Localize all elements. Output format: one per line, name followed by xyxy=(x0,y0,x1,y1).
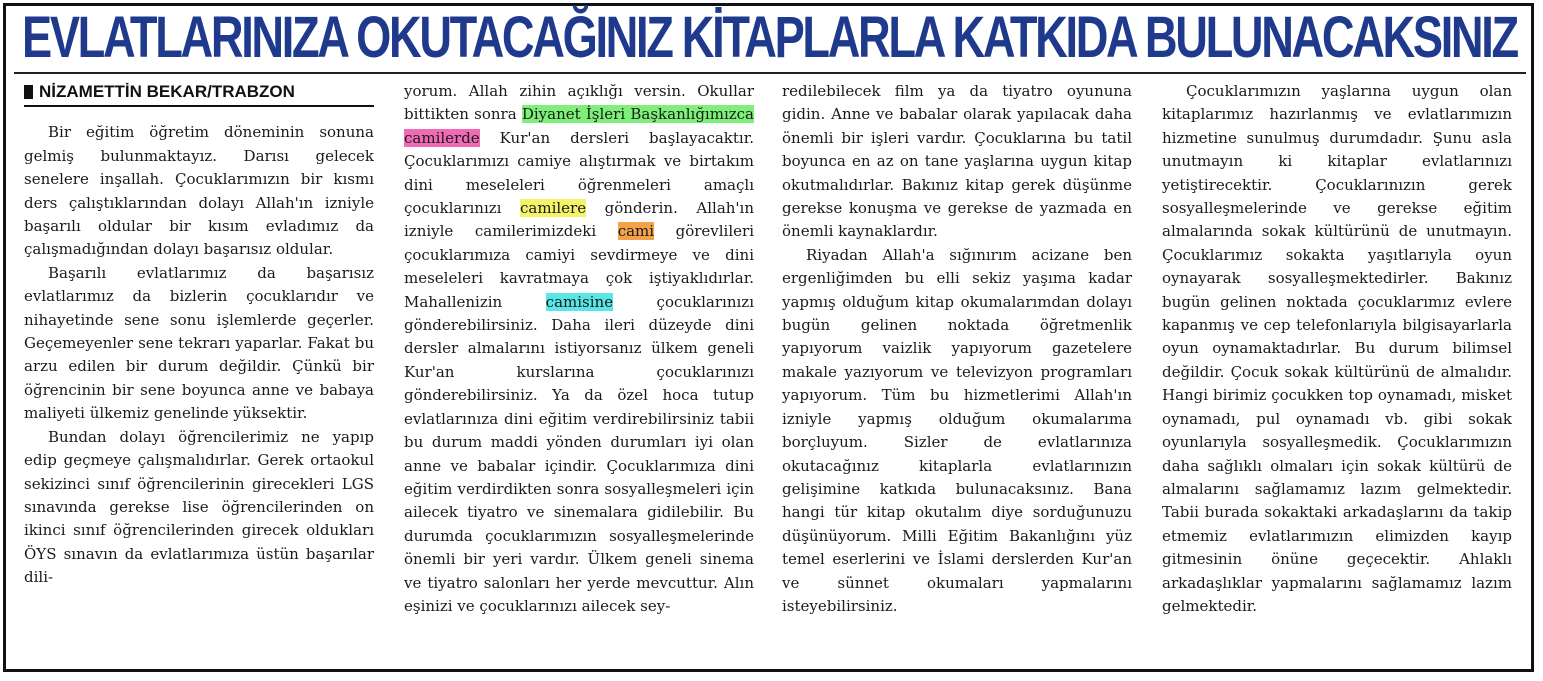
byline-marker-icon xyxy=(24,85,33,99)
column-3 xyxy=(782,80,1132,618)
paragraph: Riyadan Allah'a sığınırım acizane ben ergenliğimden bu elli sekiz yaşıma kadar yapmış olduğum kitap okumalarımdan dolayı bugün gelinen noktada öğretmenlik yapıyorum vaizlik yapıyorum gazetelere makale yazıyorum ve televizyon programları yapıyorum. Tüm bu hizmetlerimi Allah'ın izniyle yapmış olduğum okumalarıma borçluyum. Sizler de evlatlarınıza okutacağınız kitaplarla evlatlarınızın gelişimine katkıda bulunacaksınız. Bana hangi tür kitap okutalım diye sorduğunuzu düşünüyorum. Milli Eğitim Bakanlığını yüz temel eserlerini ve İslami derslerden Kur'an ve sünnet okumaları yapmalarını isteyebilirsiniz. xyxy=(782,245,1132,615)
highlight-camisine: camisine xyxy=(545,292,614,311)
byline xyxy=(24,80,374,107)
paragraph xyxy=(404,80,754,618)
paragraph: Bundan dolayı öğrencilerimiz ne yapıp edip geçmeye çalışmalıdırlar. Gerek ortaokul sekizinci sınıf öğrencilerinin girecekleri LGS sınavında gerekse lise öğrencilerinden on ikinci sınıf öğrencilerinden girecek oldukları ÖYS sınavın da evlatlarımıza üstün başarılar dili- xyxy=(24,427,374,587)
text-run: çocuklarınızı gönderebilirsiniz. Daha ileri düzeyde dini dersler almalarını istiyorsanız ülkem geneli Kur'an kurslarına çocuklarınızı gönderebilirsiniz. Ya da özel hoca tutup evlatlarınıza dini eğitim verdirebilirsiniz tabii bu durum maddi yönden durumları iyi olan anne ve babalar içindir. Çocuklarımıza dini eğitim verdirdikten sonra sosyalleşmeleri için ailecek tiyatro ve sinemalara gidilebilir. Bu durumda çocuklarımızın sosyalleşmelerinde önemli bir yeri vardır. Ülkem geneli sinema ve tiyatro salonları her yerde mevcuttur. Alın eşinizi ve çocuklarınızı ailecek sey- xyxy=(404,292,754,615)
byline-text: NİZAMETTİN BEKAR/TRABZON xyxy=(39,82,295,101)
highlight-camilere: camilere xyxy=(520,199,587,218)
column-2 xyxy=(404,80,754,618)
text-run: gönderin. Allah'ın izniyle camilerimizdeki xyxy=(404,199,754,241)
column-4 xyxy=(1162,80,1512,618)
highlight-diyanet: Diyanet İşleri Başkanlığımızca xyxy=(521,105,754,124)
headline-divider xyxy=(14,72,1526,74)
text-run: Kur'an dersleri başlayacaktır. Çocuklarımızı camiye alıştırmak ve birtakım dini meseleleri öğrenmeleri amaçlı çocuklarınızı xyxy=(404,128,754,218)
text-run: görevlileri çocuklarımıza camiyi sevdirmeye ve dini meseleleri kavratmaya çok iştiyaklıdırlar. Mahallenizin xyxy=(404,222,754,311)
highlight-cami: cami xyxy=(617,222,655,241)
paragraph: Bir eğitim öğretim döneminin sonuna gelmiş bulunmaktayız. Darısı gelecek senelere inşallah. Çocuklarımızın bir kısmı ders çalıştıklarından dolayı Allah'ın izniyle başarılı oldular bir kısım evladımız da çalışmadığından dolayı başarısız oldular. xyxy=(24,123,374,259)
paragraph: Çocuklarımızın yaşlarına uygun olan kitaplarımız hazırlanmış ve evlatlarımızın hizmetine sunulmuş durumdadır. Şunu asla unutmayın ki kitaplar evlatlarınızı yetiştirecektir. Çocuklarınızın gerek sosyalleşmelerinde ve gerekse eğitim almalarında sokak kültürünü de unutmayın. Çocuklarımız sokakta yaşıtlarıyla oyun oynayarak sosyalleşmektedirler. Bakınız bugün gelinen noktada çocuklarımız evlere kapanmış ve cep telefonlarıyla bilgisayarlarla oyun oynamaktadırlar. Bu durum bilimsel değildir. Çocuk sokak kültürünü de almalıdır. Hangi birimiz çocukken top oynamadı, misket oynamadı, pul oynamadı vb. gibi sokak oyunlarıyla sosyalleşmedik. Çocuklarımızın daha sağlıklı olmaları için sokak kültürü de almalarını sağlamamız lazım gelmektedir. Tabii burada sokaktaki arkadaşlarını da takip etmemiz evlatlarımızın elimizden kayıp gitmesinin önüne geçecektir. Ahlaklı arkadaşlıklar yapmalarını sağlamamız lazım gelmektedir. xyxy=(1162,82,1512,615)
text-run: yorum. Allah zihin açıklığı versin. Okullar bittikten sonra xyxy=(404,82,754,124)
column-1 xyxy=(24,80,374,590)
paragraph: Başarılı evlatlarımız da başarısız evlatlarımız da bizlerin çocuklarıdır ve nihayetinde sene sonu işlemlerde geçerler. Geçemeyenler sene tekrarı yaparlar. Fakat bu arzu edilen bir durum değildir. Çünkü bir öğrencinin bir sene boyunca anne ve babaya maliyeti ülkemiz genelinde yüksektir. xyxy=(24,263,374,423)
paragraph: redilebilecek film ya da tiyatro oyununa gidin. Anne ve babalar olarak yapılacak daha önemli bir işleri vardır. Çocuklarına bu tatil boyunca en az on tane yaşlarına uygun kitap okutmalıdırlar. Bakınız kitap gerek düşünme gerekse konuşma ve gerekse de yazmada en önemli kaynaklardır. xyxy=(782,82,1132,241)
headline: EVLATLARINIZA OKUTACAĞINIZ KİTAPLARLA KATKIDA BULUNACAKSINIZ xyxy=(22,5,1517,70)
highlight-camilerde: camilerde xyxy=(404,128,480,147)
